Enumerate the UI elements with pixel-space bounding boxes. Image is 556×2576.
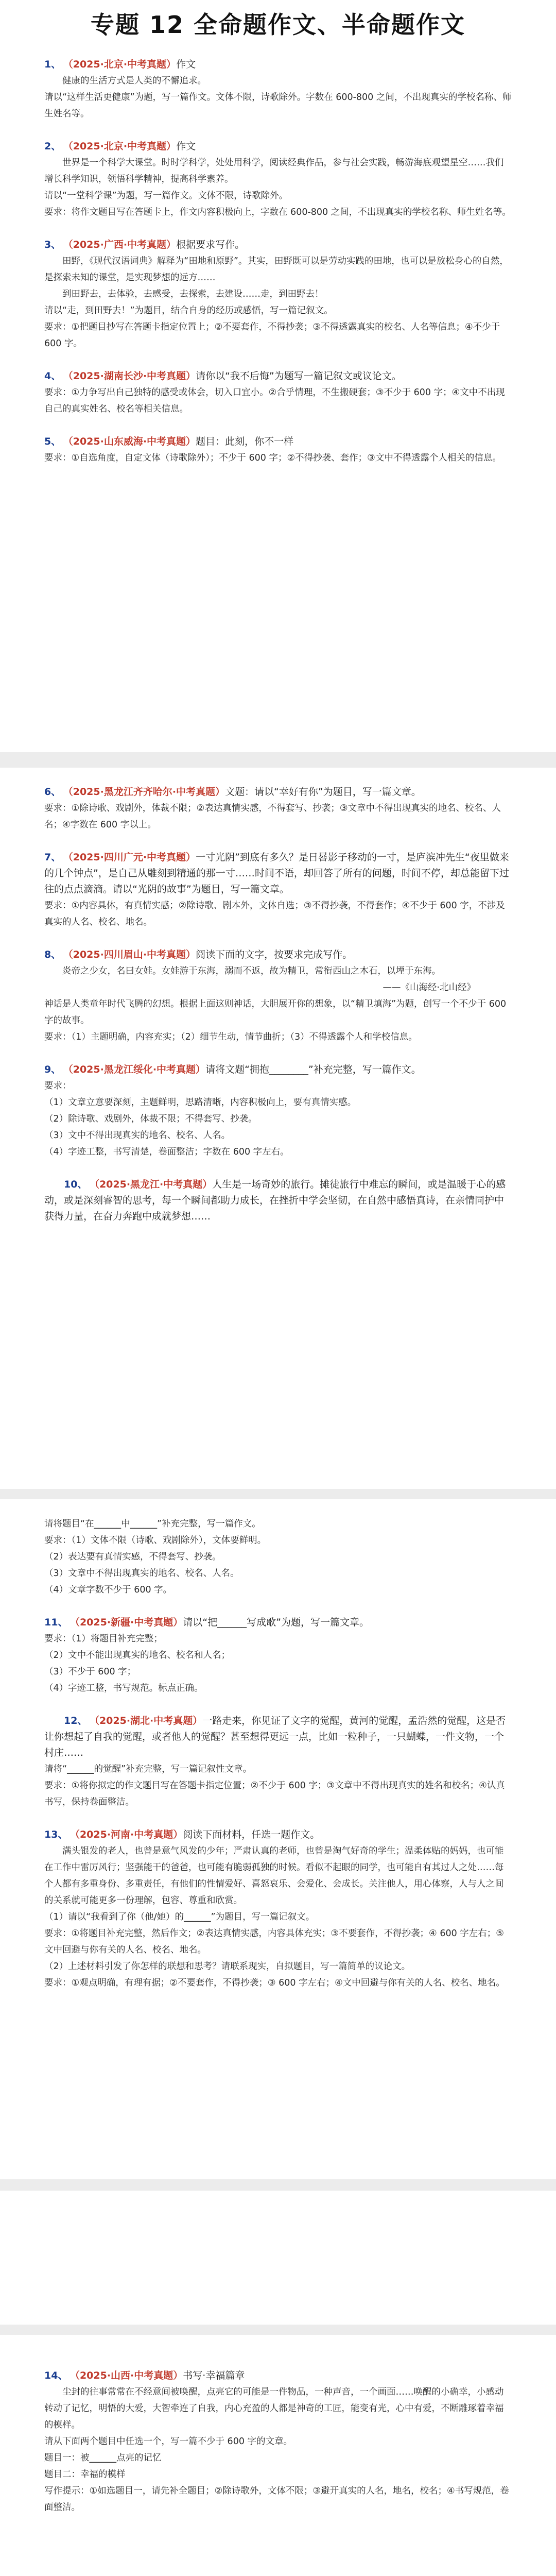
- question-6: [44, 784, 512, 833]
- document-page-4: [0, 2191, 556, 2325]
- question-paragraph: （3）文中不得出现真实的地名、校名、人名。: [44, 1130, 231, 1141]
- question-9: [44, 1062, 512, 1160]
- question-title: 一寸光阴”到底有多久？是日晷影子移动的一寸，是庐滨冲先生“夜里做来的几个钟点”，是自己从雕刻到精通的那一寸……时间不语，却回答了所有的问题，时间不停，却总能留下过往的点点滴滴。请以“光阴的故事”为题目，写一篇文章。: [44, 852, 509, 895]
- question-paragraph: 尘封的往事常常在不经意间被唤醒，点亮它的可能是一件物品，一种声音，一个画面……唤醒的小确幸，小感动转动了记忆，明悟的大爱，大智牵连了自我，内心充盈的人都是神奇的工匠，能变有光，心中有爱，不断雕琢着幸福的模样。: [44, 2387, 504, 2430]
- question-number: 14、: [44, 2370, 68, 2381]
- question-source: （2025·北京·中考真题）: [68, 141, 177, 152]
- question-number: 11、: [44, 1617, 68, 1628]
- document-page-5: [0, 2335, 556, 2576]
- question-paragraph: （3）文章中不得出现真实的地名、校名、人名。: [44, 1568, 239, 1579]
- question-paragraph: 要求：①将题目补充完整，然后作文；②表达真情实感，内容具体充实；③不要套作，不得抄袭；④ 600 字左右；⑤文中回避与你有关的人名、校名、地名。: [44, 1928, 504, 1955]
- question-paragraph: 要求：①把题目抄写在答题卡指定位置上；②不要套作，不得抄袭；③不得透露真实的校名、人名等信息；④不少于 600 字。: [44, 322, 500, 349]
- question-source: （2025·山东威海·中考真题）: [68, 436, 196, 447]
- question-10-continued: [44, 1516, 512, 1598]
- question-source: （2025·黑龙江·中考真题）: [94, 1179, 213, 1190]
- question-paragraph: 请以“这样生活更健康”为题，写一篇作文。文体不限，诗歌除外。字数在 600-800 之间，不出现真实的学校名称、师生姓名等。: [44, 92, 512, 119]
- question-source: （2025·黑龙江绥化·中考真题）: [68, 1064, 206, 1075]
- question-paragraph: 要求：: [44, 1081, 72, 1091]
- question-paragraph: 炎帝之少女，名曰女娃。女娃游于东海，溺而不返，故为精卫，常衔西山之木石，以堙于东海。: [62, 966, 441, 976]
- question-paragraph: 请将题目“在______中______”补充完整，写一篇作文。: [44, 1519, 261, 1529]
- question-paragraph: 题目二：幸福的模样: [44, 2469, 126, 2480]
- question-title: 请以“把______写成歌”为题，写一篇文章。: [183, 1617, 369, 1628]
- question-source: （2025·河南·中考真题）: [75, 1829, 183, 1840]
- question-source: （2025·湖南长沙·中考真题）: [68, 370, 196, 382]
- question-paragraph: 世界是一个科学大课堂。时时学科学，处处用科学，阅读经典作品，参与社会实践，畅游海底观望星空……我们增长科学知识，领悟科学精神，提高科学素养。: [44, 158, 504, 184]
- question-paragraph: 题目一：被______点亮的记忆: [44, 2453, 162, 2463]
- question-paragraph: 请以“走，到田野去！”为题目，结合自身的经历或感悟，写一篇记叙文。: [44, 306, 333, 316]
- question-paragraph: 要求：①自选角度，自定文体（诗歌除外）；不少于 600 字；②不得抄袭、套作；③文中不得透露个人相关的信息。: [44, 453, 501, 463]
- question-source: （2025·四川眉山·中考真题）: [68, 949, 196, 960]
- question-paragraph: （2）文中不能出现真实的地名、校名和人名；: [44, 1650, 231, 1660]
- question-paragraph: 要求：（1）将题目补充完整；: [44, 1634, 163, 1644]
- question-source: （2025·新疆·中考真题）: [75, 1617, 183, 1628]
- question-paragraph: 请以“一堂科学课”为题，写一篇作文。文体不限，诗歌除外。: [44, 191, 288, 201]
- question-paragraph: 田野，《现代汉语词典》解释为“田地和原野”。其实，田野既可以是劳动实践的田地，也可以是放松身心的自然，是探索未知的课堂，是实现梦想的远方……: [44, 256, 509, 283]
- question-paragraph: （1）文章立意要深刻，主题鲜明，思路清晰，内容积极向上，要有真情实感。: [44, 1097, 357, 1108]
- question-paragraph: 写作提示：①如选题目一，请先补全题目；②除诗歌外，文体不限；③避开真实的人名，地名，校名；④书写规范，卷面整洁。: [44, 2486, 509, 2513]
- question-title: 一路走来，你见证了文字的觉醒，黄河的觉醒，孟浩然的觉醒，这是否让你想起了自我的觉醒，或者他人的觉醒？甚至想得更远一点，比如一粒种子，一只蝴蝶，一件文物，一个村庄……: [44, 1715, 506, 1758]
- document-page-1: [0, 0, 556, 752]
- question-5: [44, 434, 512, 466]
- question-paragraph: 要求：①观点明确，有理有据；②不要套作，不得抄袭；③ 600 字左右；④文中回避与你有关的人名、校名、地名。: [44, 1978, 505, 1988]
- question-paragraph: 要求：将作文题目写在答题卡上，作文内容积极向上，字数在 600-800 之间，不出现真实的学校名称、师生姓名等。: [44, 207, 511, 217]
- question-source: （2025·湖北·中考真题）: [94, 1715, 203, 1726]
- question-number: 8、: [44, 949, 61, 960]
- question-12: [44, 1713, 512, 1810]
- question-title: 阅读下面材料，任选一题作文。: [183, 1829, 320, 1840]
- question-source: （2025·北京·中考真题）: [68, 59, 177, 70]
- question-title: 作文: [176, 59, 196, 70]
- question-number: 3、: [44, 239, 61, 250]
- question-title: 作文: [176, 141, 196, 152]
- question-paragraph: 要求：（1）主题明确，内容充实；（2）细节生动，情节曲折；（3）不得透露个人和学校信息。: [44, 1032, 418, 1042]
- question-title: 文题：请以“幸好有你”为题目，写一篇文章。: [225, 786, 421, 798]
- question-title: 根据要求写作。: [176, 239, 245, 250]
- question-2: [44, 139, 512, 221]
- question-paragraph: （2）上述材料引发了你怎样的联想和思考？请联系现实，自拟题目，写一篇简单的议论文。: [44, 1961, 411, 1972]
- question-paragraph: 请将“______的觉醒”补充完整，写一篇记叙性文章。: [44, 1764, 252, 1774]
- question-4: [44, 368, 512, 417]
- question-paragraph: （4）文章字数不少于 600 字。: [44, 1585, 172, 1595]
- question-paragraph: （2）表达要有真情实感，不得套写、抄袭。: [44, 1552, 221, 1562]
- question-number: 9、: [44, 1064, 61, 1075]
- question-14: [44, 2368, 512, 2516]
- question-number: 4、: [44, 370, 61, 382]
- question-paragraph: （4）字迹工整，书写清楚，卷面整洁；字数在 600 字左右。: [44, 1147, 289, 1157]
- question-paragraph: 要求：（1）文体不限（诗歌、戏剧除外），文体要鲜明。: [44, 1535, 267, 1546]
- question-13: [44, 1827, 512, 1991]
- question-number: 6、: [44, 786, 61, 798]
- question-title: 人生是一场奇妙的旅行。摊徒旅行中难忘的瞬间，或是温暖于心的感动，或是深刻睿智的思考，每一个瞬间都助力成长，在挫折中学会坚韧，在自然中感悟真诗，在亲情同护中获得力量，在奋力奔跑中成就梦想……: [44, 1179, 506, 1222]
- question-source: （2025·山西·中考真题）: [75, 2370, 183, 2381]
- question-title: 请将文题“拥抱________”补充完整，写一篇作文。: [205, 1064, 421, 1075]
- question-11: [44, 1615, 512, 1697]
- question-number: 10、: [64, 1179, 88, 1190]
- question-paragraph: （4）字迹工整，书写规范。标点正确。: [44, 1683, 203, 1693]
- question-7: [44, 850, 512, 930]
- question-paragraph: 请从下面两个题目中任选一个，写一篇不少于 600 字的文章。: [44, 2436, 293, 2447]
- question-number: 12、: [64, 1715, 88, 1726]
- question-paragraph: （2）除诗歌、戏剧外，体裁不限；不得套写、抄袭。: [44, 1114, 257, 1124]
- question-8: [44, 947, 512, 1045]
- question-paragraph: 到田野去，去体验，去感受，去探索，去建设……走，到田野去！: [62, 289, 324, 299]
- question-paragraph: 神话是人类童年时代飞腾的幻想。根据上面这则神话，大胆展开你的想象，以“精卫填海”为题，创写一个不少于 600 字的故事。: [44, 999, 507, 1026]
- document-page-2: [0, 768, 556, 1489]
- question-paragraph: 要求：①力争写出自己独特的感受或体会，切入口宜小。②合乎情理，不生搬硬套；③不少于 600 字；④文中不出现自己的真实姓名、校名等相关信息。: [44, 387, 505, 414]
- question-paragraph: 要求：①将你拟定的作文题目写在答题卡指定位置；②不少于 600 字；③文章中不得出现真实的姓名和校名；④认真书写，保持卷面整洁。: [44, 1781, 505, 1807]
- question-title: 书写·幸福篇章: [183, 2370, 245, 2381]
- question-number: 7、: [44, 852, 61, 863]
- question-number: 5、: [44, 436, 61, 447]
- question-paragraph: 健康的生活方式是人类的不懈追求。: [62, 76, 206, 86]
- question-source: （2025·广西·中考真题）: [68, 239, 177, 250]
- question-paragraph: 要求：①内容具体，有真情实感；②除诗歌、剧本外，文体自选；③不得抄袭，不得套作；④不少于 600 字，不涉及真实的人名、校名、地名。: [44, 901, 505, 927]
- question-1: [44, 57, 512, 122]
- quote-citation: ——《山海经·北山经》: [383, 982, 476, 993]
- question-title: 请你以“我不后悔”为题写一篇记叙文或议论文。: [196, 370, 402, 382]
- question-title: 阅读下面的文字，按要求完成写作。: [196, 949, 353, 960]
- question-source: （2025·四川广元·中考真题）: [68, 852, 196, 863]
- question-paragraph: 要求：①除诗歌、戏剧外，体裁不限；②表达真情实感，不得套写、抄袭；③文章中不得出现真实的地名、校名、人名；④字数在 600 字以上。: [44, 803, 501, 830]
- question-number: 13、: [44, 1829, 68, 1840]
- page-title: 专题 12 全命题作文、半命题作文: [90, 11, 466, 39]
- question-number: 1、: [44, 59, 61, 70]
- question-source: （2025·黑龙江齐齐哈尔·中考真题）: [68, 786, 225, 798]
- question-3: [44, 237, 512, 352]
- document-page-3: [0, 1499, 556, 2179]
- question-title: 题目：此刻，你不一样: [196, 436, 294, 447]
- question-paragraph: 满头银发的老人，也曾是意气风发的少年；严肃认真的老师，也曾是淘气好奇的学生；温柔体贴的妈妈，也可能在工作中雷厉风行；坚强能干的爸爸，也可能有脆弱孤独的时候。看似不起眼的同学，也可能自有其过人之处……每个人都有多重身份、多重责任，有他们的性情爱好、喜怒哀乐、会爱化、会成长。关注他人，用心体察，人与人之间的关系就可能更多一份理解，包容、尊重和欣赏。: [44, 1846, 504, 1906]
- question-number: 2、: [44, 141, 61, 152]
- question-paragraph: （3）不少于 600 字；: [44, 1667, 136, 1677]
- question-10: [44, 1177, 512, 1225]
- question-paragraph: （1）请以“我看到了你（他/她）的______”为题目，写一篇记叙文。: [44, 1912, 315, 1922]
